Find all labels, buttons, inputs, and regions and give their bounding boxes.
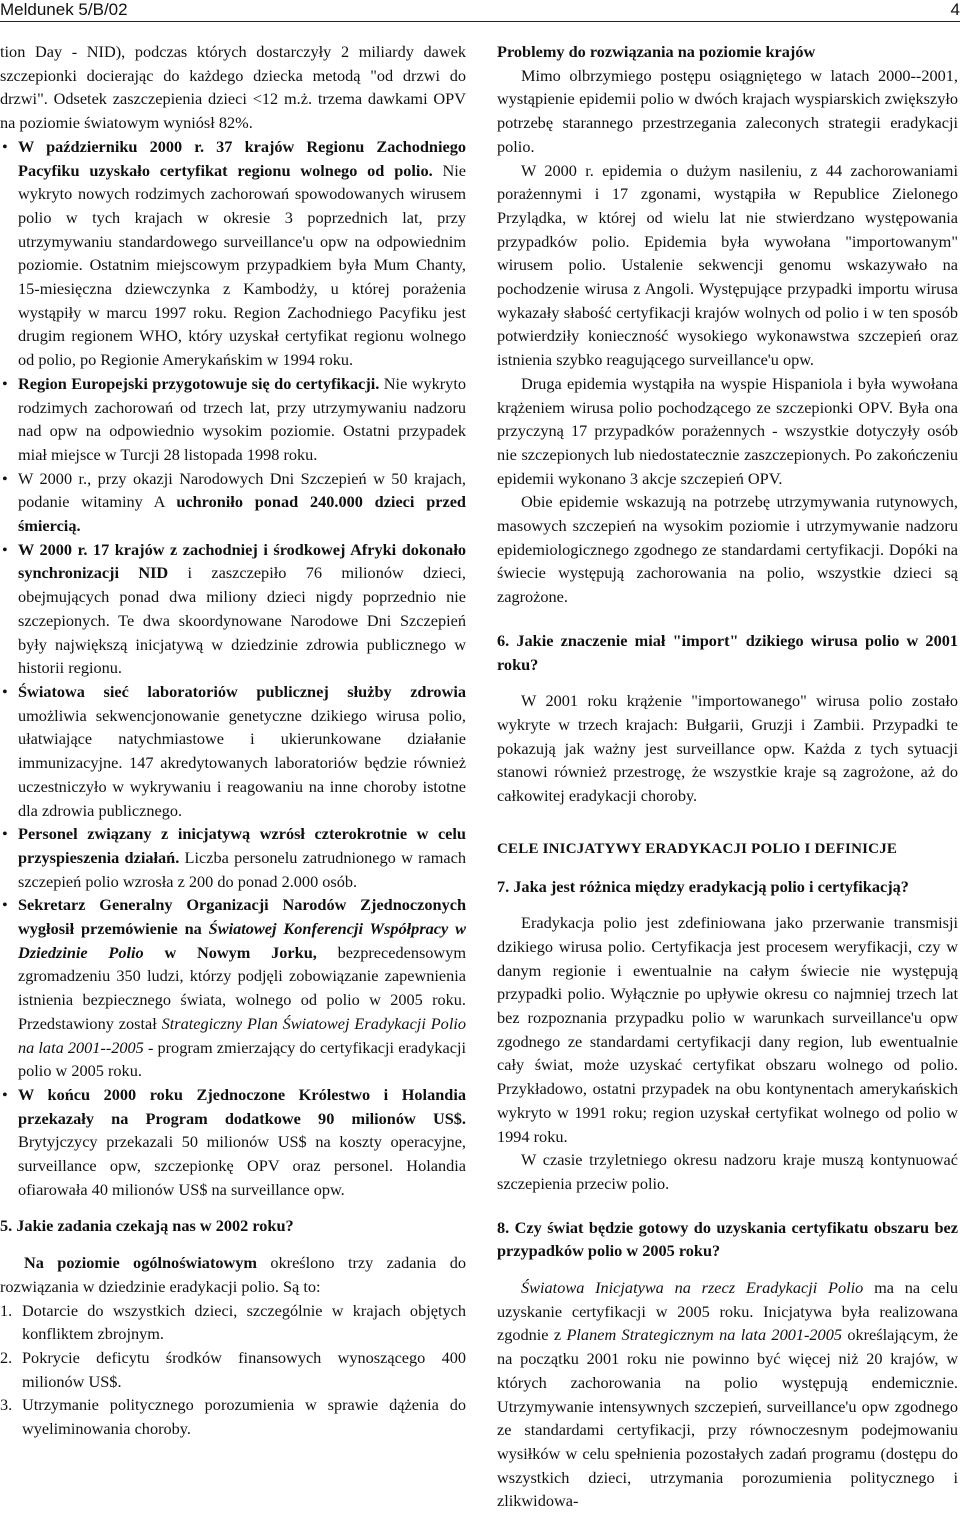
bold-text: Personel związany z inicjatywą wzrósł czterokrotnie w celu przyspieszenia działań. bbox=[18, 824, 466, 867]
list-item bbox=[0, 1083, 466, 1202]
bold-text: Region Europejski przygotowuje się do certyfikacji. bbox=[18, 373, 380, 393]
italic-text: Światowa Inicjatywa na rzecz Eradykacji Polio bbox=[521, 1278, 864, 1298]
list-item bbox=[0, 135, 466, 372]
header-rule bbox=[0, 21, 960, 22]
list-item bbox=[0, 680, 466, 822]
achievements-list bbox=[0, 135, 466, 1202]
bold-italic-text: Światowej Konferencji Współpracy w Dziedzinie Polio bbox=[18, 919, 466, 962]
paragraph: Mimo olbrzymiego postępu osiągniętego w latach 2000--2001, wystąpienie epidemii polio w dwóch krajach wyspiarskich zwiększyło potrzebę starannego przestrzegania zaleconych strategii eradykacji polio. bbox=[497, 65, 958, 156]
section-heading: CELE INICJATYWY ERADYKACJI POLIO I DEFINICJE bbox=[497, 840, 898, 857]
item-text: Utrzymanie politycznego porozumienia w sprawie dążenia do wyeliminowania choroby. bbox=[22, 1395, 466, 1439]
body-text: - program zmierzający do certyfikacji eradykacji polio w 2005 roku. bbox=[18, 1037, 466, 1081]
list-item bbox=[0, 467, 466, 538]
body-text: Nie wykryto nowych rodzimych zachorowań spowodowanych wirusem polio w tych krajach w okresie 3 poprzednich lat, przy utrzymywaniu standardowego surveillance'u opw na odpowiednim poziomie. Ostatnim miejscowym przypadkiem była Mum Chanty, 15-miesięczna dziewczynka z Kambodży, u której porażenia wystąpiły w marcu 1997 roku. Region Zachodniego Pacyfiku jest drugim regionem WHO, który uzyskał certyfikat regionu wolnego od polio, po Regionie Amerykańskim w 1994 roku. bbox=[18, 160, 466, 370]
body-text: Nie wykryto rodzimych zachorowań od trzech lat, przy utrzymywaniu nadzoru nad opw na odpowiednio wysokim poziomie. Ostatni przypadek miał miejsce w Turcji 28 listopada 1998 roku. bbox=[18, 373, 466, 464]
body-text: określającym, że na początku 2001 roku nie powinno być więcej niż 20 krajów, w których zachorowania na polio występują endemicznie. Utrzymywanie intensywnych szczepień, surveillance'u opw zgodnego ze standardami certyfikacji, przy równoczesnym podejmowaniu wysiłków w celu spełnienia pozostałych zadań programu (dostępu do wszystkich dzieci, utrzymania porozumienia politycznego i zlikwidowa- bbox=[497, 1325, 958, 1511]
body-text: W 2000 r., przy okazji Narodowych Dni Szczepień w 50 krajach, podanie witaminy A bbox=[18, 468, 466, 512]
bold-text: Na poziomie ogólnoświatowym bbox=[24, 1253, 257, 1273]
tasks-list bbox=[0, 1299, 466, 1441]
italic-text: Planem Strategicznym na lata 2001-2005 bbox=[566, 1325, 842, 1345]
question-6-heading: 6. Jakie znaczenie miał "import" dzikiego wirusa polio w 2001 roku? bbox=[497, 630, 958, 674]
body-text: Liczba personelu zatrudnionego w ramach szczepień polio wzrosła z 200 do ponad 2.000 osób. bbox=[18, 847, 466, 891]
paragraph: W 2000 r. epidemia o dużym nasileniu, z 44 zachorowaniami porażennymi i 17 zgonami, wystąpiła w Republice Zielonego Przylądka, w której od wielu lat nie stwierdzano występowania przypadków polio. Epidemia była wywołana "importowanym" wirusem polio. Ustalenie sekwencji genomu wskazywało na pochodzenie wirusa z Angoli. Występujące przypadki importu wirusa wykazały słabość certyfikacji krajów wolnych od polio i w ten sposób potwierdziły konieczność wysokiego wykonawstwa szczepień oraz istnienia szybko reagującego surveillance'u opw. bbox=[497, 160, 958, 370]
paragraph: W czasie trzyletniego okresu nadzoru kraje muszą kontynuować szczepienia przeciw polio. bbox=[497, 1150, 958, 1193]
bold-text: Światowa sieć laboratoriów publicznej służby zdrowia bbox=[18, 681, 466, 701]
bold-text: w Nowym Jorku, bbox=[143, 942, 317, 962]
body-text: określono trzy zadania do rozwiązania w dziedzinie eradykacji polio. Są to: bbox=[0, 1253, 467, 1296]
bold-text: Sekretarz Generalny Organizacji Narodów Zjednoczonych wygłosił przemówienie na bbox=[18, 895, 466, 939]
page-number: 4 bbox=[950, 0, 960, 19]
question-7-heading: 7. Jaka jest różnica między eradykacją polio i certyfikacją? bbox=[497, 876, 909, 896]
question-8-heading: 8. Czy świat będzie gotowy do uzyskania certyfikatu obszaru bez przypadków polio w 2005 roku? bbox=[497, 1217, 958, 1261]
page-header bbox=[0, 0, 960, 22]
list-item bbox=[0, 538, 466, 680]
item-number: 3. bbox=[0, 1395, 13, 1415]
paragraph: Druga epidemia wystąpiła na wyspie Hispaniola i była wywołana krążeniem wirusa polio pochodzącego ze szczepionki OPV. Była ona przyczyną 17 przypadków porażennych - wszystkie dotyczyły osób nie szczepionych lub niedostatecznie zaszczepionych. Po zakończeniu epidemii wykonano 3 akcje szczepień OPV. bbox=[497, 373, 958, 488]
body-text: ma na celu uzyskanie certyfikacji w 2005 roku. Inicjatywa była realizowana zgodnie z bbox=[497, 1278, 958, 1345]
list-item bbox=[0, 372, 466, 467]
bold-text: W 2000 r. 17 krajów z zachodniej i środkowej Afryki dokonało synchronizacji NID bbox=[18, 539, 466, 583]
left-column bbox=[0, 40, 466, 1441]
body-text: umożliwia sekwencjonowanie genetyczne dzikiego wirusa polio, ułatwiające natychmiastowe i ukierunkowane działanie immunizacyjne. 147 akredytowanych laboratoriów będzie również uczestniczyło w wykrywaniu i reagowaniu na inne choroby istotne dla zdrowia publicznego. bbox=[18, 705, 466, 820]
item-number: 1. bbox=[0, 1300, 13, 1320]
problems-heading: Problemy do rozwiązania na poziomie krajów bbox=[497, 42, 816, 61]
list-item bbox=[0, 822, 466, 893]
item-text: Dotarcie do wszystkich dzieci, szczególnie w krajach objętych konfliktem zbrojnym. bbox=[22, 1300, 466, 1344]
list-item bbox=[0, 1299, 466, 1346]
list-item bbox=[0, 1346, 466, 1393]
bulletin-title: Meldunek 5/B/02 bbox=[0, 0, 128, 19]
intro-paragraph: tion Day - NID), podczas których dostarczyły 2 miliardy dawek szczepionki docierając do każdego dziecka metodą "od drzwi do drzwi". Odsetek zaszczepienia dzieci <12 m.ż. trzema dawkami OPV na poziomie światowym wyniósł 82%. bbox=[0, 42, 466, 133]
body-text: i zaszczepiło 76 milionów dzieci, obejmujących ponad dwa miliony dzieci nigdy poprzednio nie szczepionych. Te dwa skoordynowane Narodowe Dni Szczepień były największą inicjatywą w dziedzinie zdrowia publicznego w historii regionu. bbox=[18, 563, 466, 678]
paragraph bbox=[497, 1276, 958, 1513]
paragraph: Obie epidemie wskazują na potrzebę utrzymywania rutynowych, masowych szczepień na wysokim poziomie i utrzymywanie nadzoru epidemiologicznego zgodnego ze standardami certyfikacji. Dopóki na świecie występują zachorowania na polio, wszystkie dzieci są zagrożone. bbox=[497, 492, 958, 607]
question-5-paragraph bbox=[0, 1251, 466, 1298]
item-text: Pokrycie deficytu środków finansowych wynoszącego 400 milionów US$. bbox=[22, 1347, 466, 1391]
question-5-heading: 5. Jakie zadania czekają nas w 2002 roku? bbox=[0, 1216, 294, 1236]
bold-text: W październiku 2000 r. 37 krajów Regionu Zachodniego Pacyfiku uzyskało certyfikat regionu wolnego od polio. bbox=[18, 136, 466, 180]
body-text: Brytyjczycy przekazali 50 milionów US$ na koszty operacyjne, surveillance opw, szczepionkę OPV oraz personel. Holandia ofiarowała 40 milionów US$ na surveillance opw. bbox=[18, 1132, 466, 1199]
bold-text: W końcu 2000 roku Zjednoczone Królestwo i Holandia przekazały na Program dodatkowe 90 milionów US$. bbox=[18, 1084, 466, 1128]
bold-text: uchroniło ponad 240.000 dzieci przed śmiercią. bbox=[18, 492, 466, 536]
item-number: 2. bbox=[0, 1347, 13, 1367]
body-text: bezprecedensowym zgromadzeniu 350 ludzi, którzy podjęli zobowiązanie zapewnienia istnienia bezpiecznego świata, wolnego od polio w 2005 roku. Przedstawiony został bbox=[18, 942, 466, 1033]
list-item bbox=[0, 893, 466, 1083]
paragraph: Eradykacja polio jest zdefiniowana jako przerwanie transmisji dzikiego wirusa polio. Certyfikacja jest procesem weryfikacji, czy w danym regionie i ewentualnie na całym świecie nie występują przypadki polio. Wyłącznie po upływie okresu co najmniej trzech lat bez rozpoznania przypadku polio w warunkach surveillance'u opw zgodnego ze standardami certyfikacji dany region, lub ewentualnie cały świat, może uzyskać certyfikat obszaru wolnego od polio. Przykładowo, ostatni przypadek na obu kontynentach amerykańskich wykryto w 1991 roku; region uzyskał certyfikat wolnego od polio w 1994 roku. bbox=[497, 913, 958, 1146]
paragraph: W 2001 roku krążenie "importowanego" wirusa polio zostało wykryte w trzech krajach: Bułgarii, Gruzji i Zambii. Przypadki te pokazują jak ważny jest surveillance opw. Każda z tych sytuacji stanowi również przestrogę, że wszystkie kraje są zagrożone, aż do całkowitej eradykacji choroby. bbox=[497, 691, 958, 806]
italic-text: Strategiczny Plan Światowej Eradykacji Polio na lata 2001--2005 bbox=[18, 1013, 467, 1057]
list-item bbox=[0, 1393, 466, 1440]
right-column bbox=[497, 40, 958, 1513]
